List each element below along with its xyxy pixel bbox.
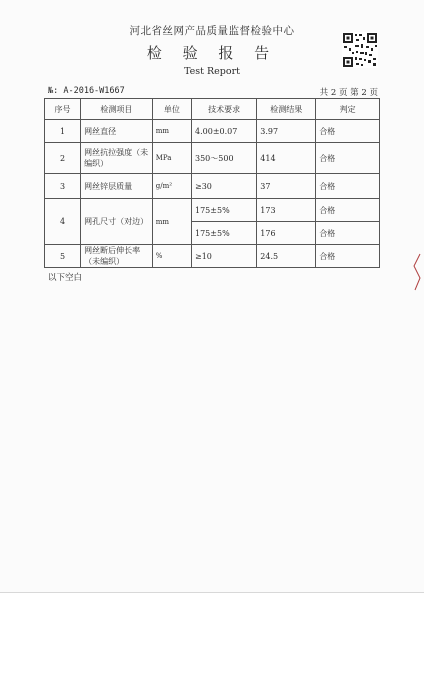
row-judgement: 合格 (316, 222, 380, 245)
row-no: 1 (45, 120, 81, 143)
row-requirement: 350～500 (192, 143, 257, 174)
table-row (45, 245, 380, 268)
row-no: 5 (45, 245, 81, 268)
row-judgement: 合格 (316, 143, 380, 174)
header-item: 检测项目 (81, 99, 153, 120)
header-unit: 单位 (152, 99, 191, 120)
report-subtitle: Test Report (184, 66, 240, 77)
header-result: 检测结果 (257, 99, 316, 120)
table-header-row (45, 99, 380, 120)
row-result: 24.5 (257, 245, 316, 268)
row-unit: % (152, 245, 191, 268)
row-unit: mm (152, 199, 191, 245)
report-number: №: A-2016-W1667 (48, 86, 125, 96)
header-judgement: 判定 (316, 99, 380, 120)
row-result: 37 (257, 174, 316, 199)
qr-code-icon (342, 32, 378, 68)
row-requirement: ≥10 (192, 245, 257, 268)
row-requirement: 175±5% (192, 199, 257, 222)
row-requirement: ≥30 (192, 174, 257, 199)
table-row (45, 174, 380, 199)
row-item: 网丝直径 (81, 120, 153, 143)
row-result: 3.97 (257, 120, 316, 143)
table-row (45, 143, 380, 174)
row-unit: mm (152, 120, 191, 143)
row-requirement: 175±5% (192, 222, 257, 245)
row-item: 网丝抗拉强度（未编织） (81, 143, 153, 174)
row-judgement: 合格 (316, 245, 380, 268)
row-no: 3 (45, 174, 81, 199)
row-no: 4 (45, 199, 81, 245)
row-item: 网孔尺寸（对边） (81, 199, 153, 245)
row-item: 网丝断后伸长率（未编织） (81, 245, 153, 268)
row-no: 2 (45, 143, 81, 174)
table-row (45, 199, 380, 222)
row-unit: g/m² (152, 174, 191, 199)
header-requirement: 技术要求 (192, 99, 257, 120)
page-count: 共 2 页 第 2 页 (319, 88, 378, 98)
row-item: 网丝锌层质量 (81, 174, 153, 199)
organization-name: 河北省丝网产品质量监督检验中心 (129, 25, 295, 37)
test-results-table (44, 98, 380, 268)
margin-stamp-mark (412, 252, 422, 292)
row-judgement: 合格 (316, 174, 380, 199)
blank-below-note: 以下空白 (48, 273, 83, 283)
row-judgement: 合格 (316, 120, 380, 143)
header-no: 序号 (45, 99, 81, 120)
row-result: 176 (257, 222, 316, 245)
row-result: 414 (257, 143, 316, 174)
row-requirement: 4.00±0.07 (192, 120, 257, 143)
row-unit: MPa (152, 143, 191, 174)
report-title: 检 验 报 告 (146, 44, 278, 62)
row-result: 173 (257, 199, 316, 222)
table-row (45, 120, 380, 143)
row-judgement: 合格 (316, 199, 380, 222)
